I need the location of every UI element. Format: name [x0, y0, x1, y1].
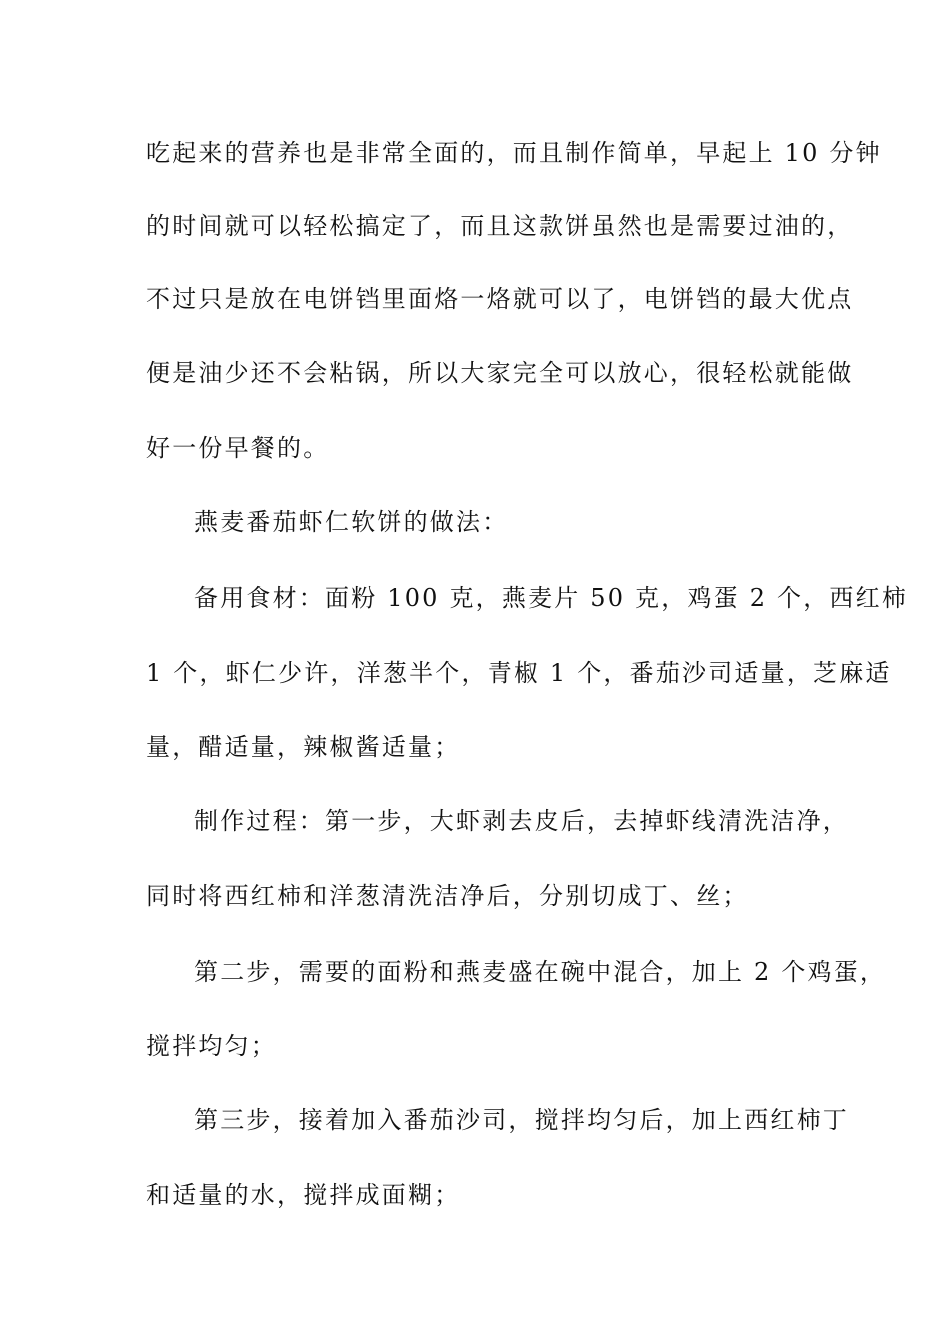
paragraph-line: 同时将西红柿和洋葱清洗洁净后，分别切成丁、丝；	[146, 882, 749, 910]
paragraph-line: 吃起来的营养也是非常全面的，而且制作简单，早起上 10 分钟	[146, 139, 882, 167]
paragraph-line: 1 个，虾仁少许，洋葱半个，青椒 1 个，番茄沙司适量，芝麻适	[146, 659, 892, 687]
paragraph-line: 的时间就可以轻松搞定了，而且这款饼虽然也是需要过油的，	[146, 212, 854, 240]
paragraph-line: 量，醋适量，辣椒酱适量；	[146, 733, 461, 761]
section-heading: 燕麦番茄虾仁软饼的做法：	[194, 508, 509, 536]
paragraph-line: 好一份早餐的。	[146, 434, 330, 462]
paragraph-line: 搅拌均匀；	[146, 1032, 277, 1060]
paragraph-line: 第二步，需要的面粉和燕麦盛在碗中混合，加上 2 个鸡蛋，	[194, 958, 887, 986]
paragraph-line: 制作过程：第一步，大虾剥去皮后，去掉虾线清洗洁净，	[194, 807, 849, 835]
paragraph-line: 备用食材：面粉 100 克，燕麦片 50 克，鸡蛋 2 个，西红柿	[194, 584, 908, 612]
paragraph-line: 第三步，接着加入番茄沙司，搅拌均匀后，加上西红柿丁	[194, 1106, 849, 1134]
paragraph-line: 和适量的水，搅拌成面糊；	[146, 1181, 461, 1209]
paragraph-line: 不过只是放在电饼铛里面烙一烙就可以了，电饼铛的最大优点	[146, 285, 854, 313]
paragraph-line: 便是油少还不会粘锅，所以大家完全可以放心，很轻松就能做	[146, 359, 854, 387]
